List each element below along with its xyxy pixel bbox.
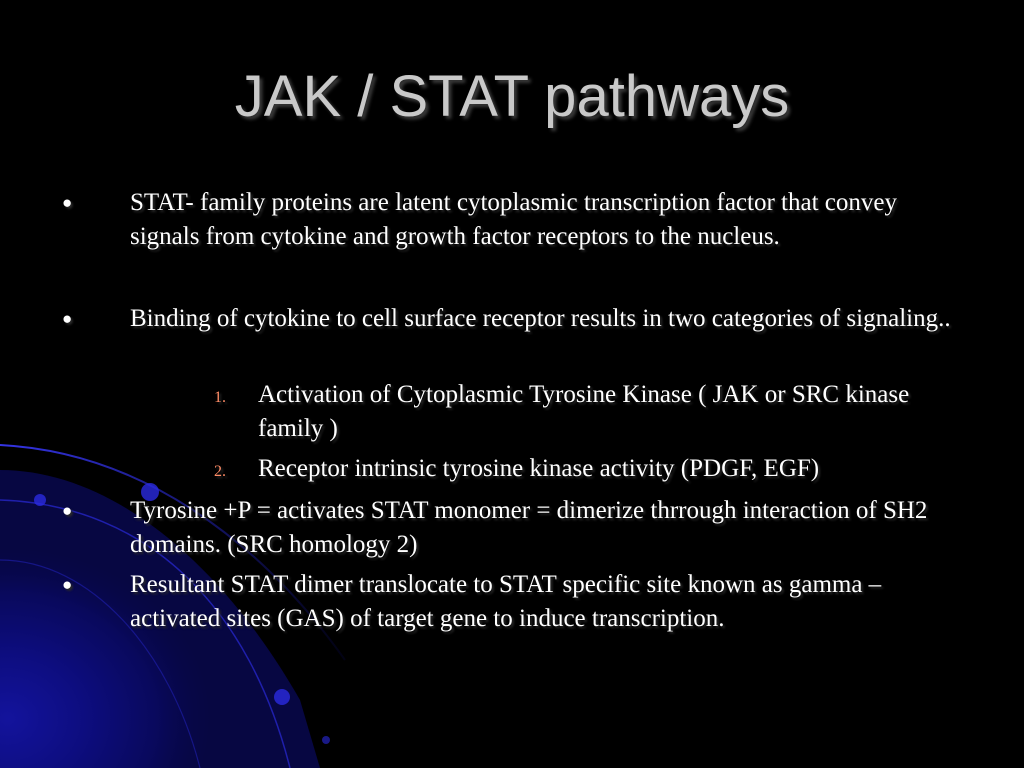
bullet-text: Resultant STAT dimer translocate to STAT specific site known as gamma – activated sites (GAS) of target gene to induce transcription. <box>130 571 882 632</box>
sub-item-text: Activation of Cytoplasmic Tyrosine Kinase ( JAK or SRC kinase family ) <box>258 381 910 442</box>
bullet-text: Tyrosine +P = activates STAT monomer = dimerize thrrough interaction of SH2 domains. (SRC homology 2) <box>130 497 928 558</box>
slide-title: JAK / STAT pathways <box>234 64 790 129</box>
sub-item-number: 2. <box>214 463 226 480</box>
bullet-dot-icon: ● <box>62 309 73 328</box>
sub-item-text: Receptor intrinsic tyrosine kinase activity (PDGF, EGF) <box>258 455 820 482</box>
sub-item-number: 1. <box>214 389 226 406</box>
bullet-text: STAT- family proteins are latent cytoplasmic transcription factor that convey signals from cytokine and growth factor receptors to the nucleus. <box>130 189 897 250</box>
bullet-dot-icon: ● <box>62 501 73 520</box>
bullet-dot-icon: ● <box>62 193 73 212</box>
bullet-dot-icon: ● <box>62 575 73 594</box>
bullet-text: Binding of cytokine to cell surface receptor results in two categories of signaling.. <box>130 305 951 332</box>
